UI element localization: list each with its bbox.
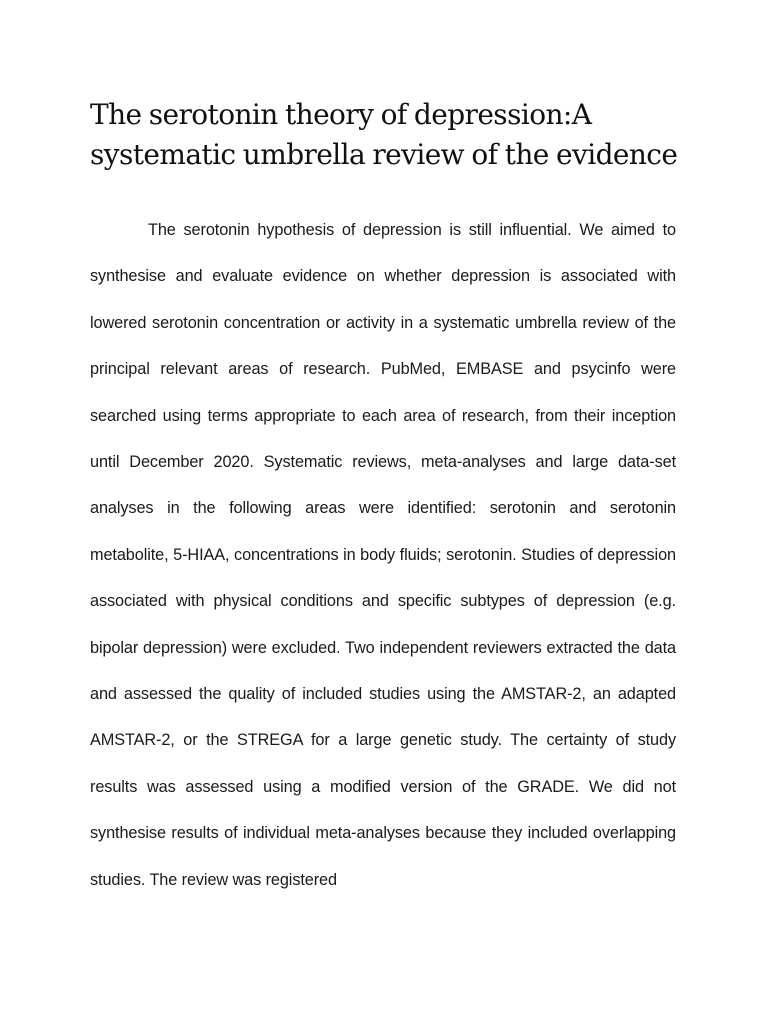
document-title: The serotonin theory of depression:A systematic umbrella review of the evidence [90, 98, 678, 171]
abstract-paragraph: The serotonin hypothesis of depression is still influential. We aimed to synthesise and evaluate evidence on whether depression is associated with lowered serotonin concentration or activity in a systematic umbrella review of the principal relevant areas of research. PubMed, EMBASE and psycinfo were searched using terms appropriate to each area of research, from their inception until December 2020. Systematic reviews, meta-analyses and large data-set analyses in the following areas were identified: serotonin and serotonin metabolite, 5-HIAA, concentrations in body fluids; serotonin. Studies of depression associated with physical conditions and specific subtypes of depression (e.g. bipolar depression) were excluded. Two independent reviewers extracted the data and assessed the quality of included studies using the AMSTAR-2, an adapted AMSTAR-2, or the STREGA for a large genetic study. The certainty of study results was assessed using a modified version of the GRADE. We did not synthesise results of individual meta-analyses because they included overlapping studies. The review was registered [90, 221, 676, 889]
